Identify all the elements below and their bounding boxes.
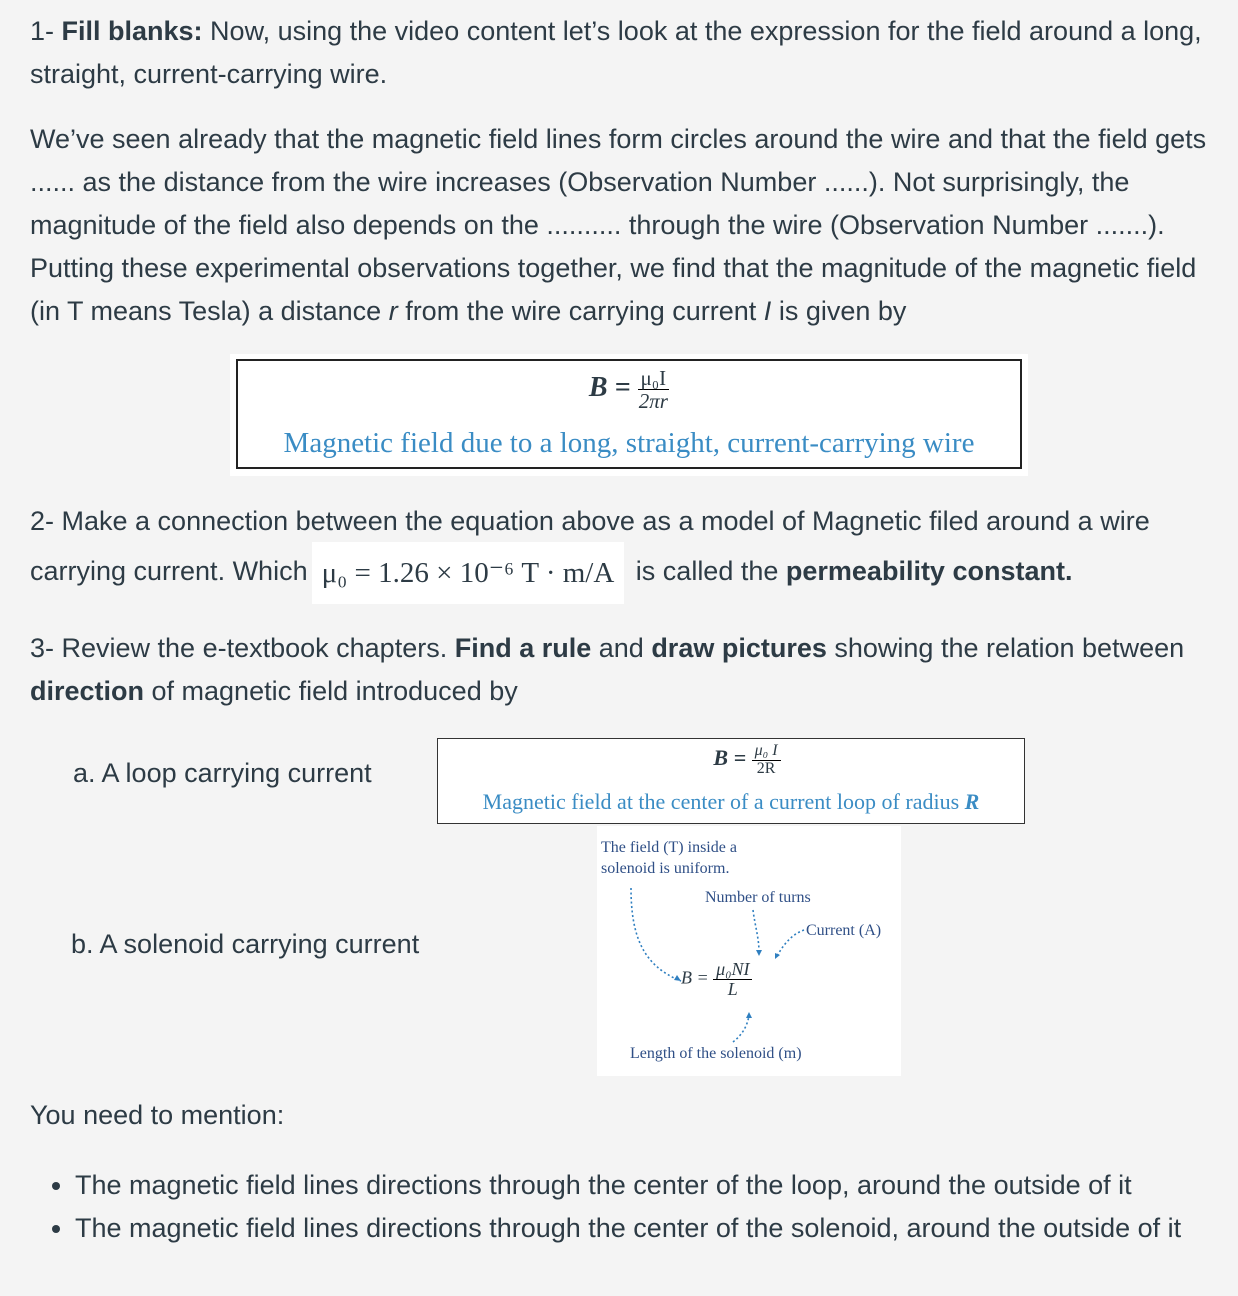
- loop-field-caption: Magnetic field at the center of a current loop of radius R: [482, 789, 980, 814]
- q2-line1: 2- Make a connection between the equation above as a model of Magnetic filed around a wire: [30, 506, 1150, 536]
- uniform-field-note-line1: The field (T) inside a: [601, 839, 737, 856]
- wire-field-equation: B = $\frac{\text{μ₀I}}{2\pi r}$: [588, 366, 668, 414]
- q1-heading: 1- Fill blanks: Now, using the video content let’s look at the expression for the field around a long, straight, current-carrying wire.: [30, 16, 1202, 89]
- mention-bullet-solenoid: • The magnetic field lines directions through the center of the solenoid, around the outside of it: [75, 1207, 1238, 1250]
- solenoid-equation-figure: [597, 826, 901, 1076]
- solenoid-length-label: Length of the solenoid (m): [630, 1045, 802, 1062]
- solenoid-arrows: [597, 826, 901, 1076]
- solenoid-field-equation: B = $\frac{\text{μ₀NI}}{L}$: [681, 960, 752, 999]
- q1-bold-label: Fill blanks:: [61, 16, 203, 46]
- length-arrow: [733, 1016, 749, 1042]
- turns-arrow: [753, 910, 759, 952]
- field-note-arrow: [631, 888, 681, 981]
- current-arrow: [777, 930, 804, 956]
- mention-bullet-list: [30, 1164, 1238, 1250]
- var-i: I: [763, 296, 772, 326]
- loop-field-equation: B = $\frac{\text{μ₀ I}}{2R}$: [438, 743, 1024, 778]
- q2-line2: carrying current. Which μ₀ = 1.26 × 10⁻⁶ T · m/A is called the permeability constant.: [30, 540, 1220, 604]
- permeability-constant-expression: μ₀ = 1.26 × 10⁻⁶ T · m/A: [312, 542, 625, 604]
- wire-field-equation-box: [230, 354, 1028, 476]
- number-of-turns-label: Number of turns: [705, 889, 811, 906]
- mention-bullet-loop: • The magnetic field lines directions through the center of the loop, around the outside of it: [75, 1164, 1238, 1207]
- uniform-field-note-line2: solenoid is uniform.: [601, 860, 730, 877]
- q1-fill-blank-paragraph: We’ve seen already that the magnetic field lines form circles around the wire and that the field gets ...... as the distance from the wire increases (Observation Number ......). Not surprisingly, the magnitude of the field also depends on the .......... through the wire (Observation Number .......). Putting these experimental observations together, we find that the magnitude of the magnetic field (in T means Tesla) a distance r from the wire carrying current I is given by: [30, 124, 1207, 326]
- mention-intro: You need to mention:: [30, 1100, 285, 1130]
- wire-field-caption: Magnetic field due to a long, straight, current-carrying wire: [283, 427, 975, 459]
- current-label: Current (A): [806, 922, 882, 939]
- q3-instructions: 3- Review the e-textbook chapters. Find a rule and draw pictures showing the relation between direction of magnetic field introduced by: [30, 633, 1185, 706]
- var-r: r: [388, 296, 398, 326]
- loop-field-equation-box: [437, 738, 1025, 824]
- permeability-constant-label: permeability constant.: [785, 556, 1073, 586]
- item-b-solenoid: b. A solenoid carrying current: [71, 929, 420, 959]
- item-a-loop: a. A loop carrying current: [73, 758, 372, 788]
